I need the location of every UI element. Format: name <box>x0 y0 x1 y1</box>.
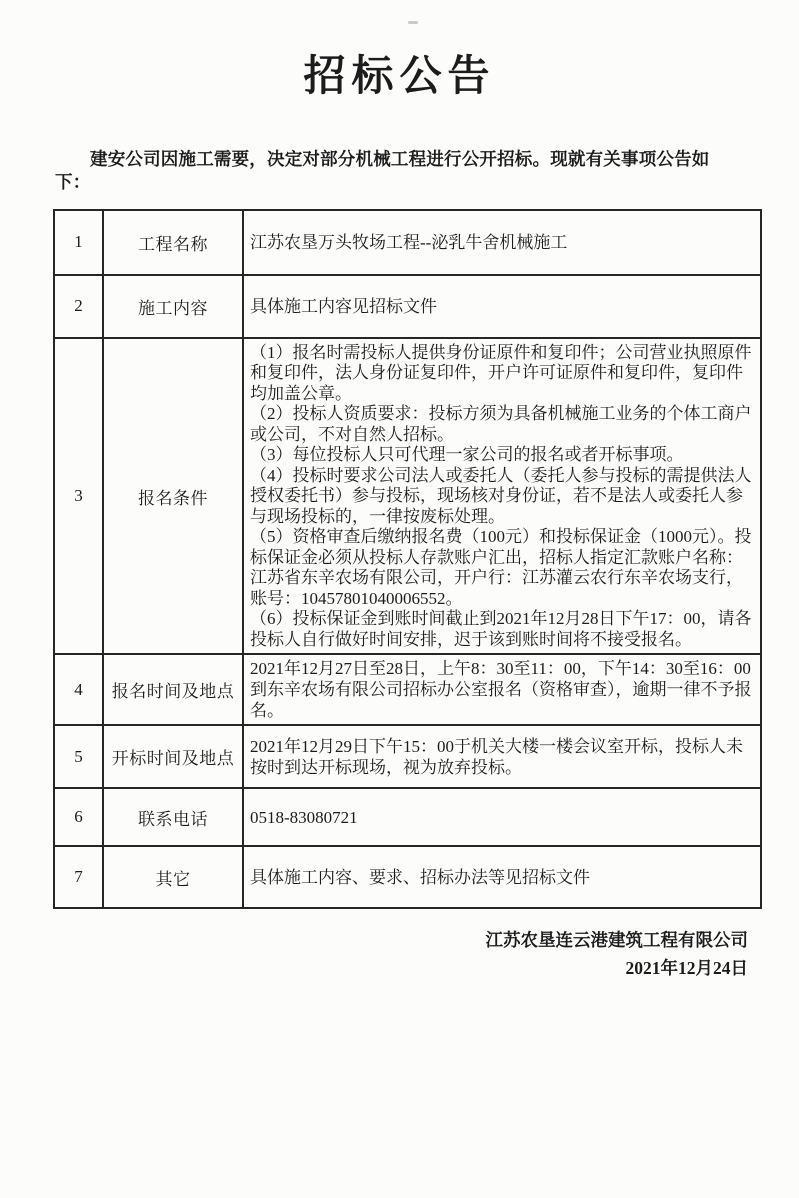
row-content-cell: 具体施工内容见招标文件 <box>243 275 761 338</box>
row-label-cell: 施工内容 <box>103 275 243 338</box>
table-row <box>54 725 761 788</box>
row-label-cell: 联系电话 <box>103 788 243 846</box>
table-row <box>54 338 761 655</box>
table-row <box>54 210 761 275</box>
row-label-cell: 其它 <box>103 846 243 908</box>
condition-item: （5）资格审查后缴纳报名费（100元）和投标保证金（1000元）。投标保证金必须从投标人存款账户汇出，招标人指定汇款账户名称：江苏省东辛农场有限公司，开户行：江苏灌云农行东辛农场支行，账号：10457801040006552。 <box>250 527 752 608</box>
document-title: 招标公告 <box>303 54 496 100</box>
table-row <box>54 846 761 908</box>
signature-block <box>0 927 748 981</box>
table-row <box>54 654 761 725</box>
row-label-cell: 工程名称 <box>103 210 243 275</box>
table-row <box>54 788 761 846</box>
row-number-cell: 4 <box>54 654 103 725</box>
footer-company: 江苏农垦连云港建筑工程有限公司 <box>485 930 748 951</box>
row-number-cell: 7 <box>54 846 103 908</box>
row-label-cell: 开标时间及地点 <box>103 725 243 788</box>
row-label-cell: 报名条件 <box>103 338 243 655</box>
row-content-cell <box>243 338 761 655</box>
scan-artifact-speck <box>408 21 418 24</box>
condition-item: （4）投标时要求公司法人或委托人（委托人参与投标的需提供法人授权委托书）参与投标，现场核对身份证，若不是法人或委托人参与现场投标的，一律按废标处理。 <box>250 465 752 526</box>
footer-date: 2021年12月24日 <box>625 957 748 978</box>
table-row <box>54 275 761 338</box>
row-content-cell: 0518-83080721 <box>243 788 761 846</box>
announcement-table <box>53 209 762 910</box>
row-content-cell: 2021年12月29日下午15：00于机关大楼一楼会议室开标，投标人未按时到达开标现场，视为放弃投标。 <box>243 725 761 788</box>
row-number-cell: 5 <box>54 725 103 788</box>
row-number-cell: 1 <box>54 210 103 275</box>
condition-item: （1）报名时需投标人提供身份证原件和复印件；公司营业执照原件和复印件，法人身份证复印件，开户许可证原件和复印件，复印件均加盖公章。 <box>250 342 752 403</box>
row-content-cell: 江苏农垦万头牧场工程--泌乳牛舍机械施工 <box>243 210 761 275</box>
condition-item: （6）投标保证金到账时间截止到2021年12月28日下午17：00，请各投标人自行做好时间安排，迟于该到账时间将不接受报名。 <box>250 609 752 649</box>
row-number-cell: 3 <box>54 338 103 655</box>
row-label-cell: 报名时间及地点 <box>103 654 243 725</box>
condition-item: （2）投标人资质要求：投标方须为具备机械施工业务的个体工商户或公司，不对自然人招标。 <box>250 404 752 444</box>
row-content-cell: 2021年12月27日至28日，上午8：30至11：00，下午14：30至16：00到东辛农场有限公司招标办公室报名（资格审查），逾期一律不予报名。 <box>243 654 761 725</box>
row-number-cell: 2 <box>54 275 103 338</box>
row-content-cell: 具体施工内容、要求、招标办法等见招标文件 <box>243 846 761 908</box>
intro-paragraph: 建安公司因施工需要，决定对部分机械工程进行公开招标。现就有关事项公告如下： <box>55 149 710 193</box>
condition-item: （3）每位投标人只可代理一家公司的报名或者开标事项。 <box>250 445 684 465</box>
row-number-cell: 6 <box>54 788 103 846</box>
